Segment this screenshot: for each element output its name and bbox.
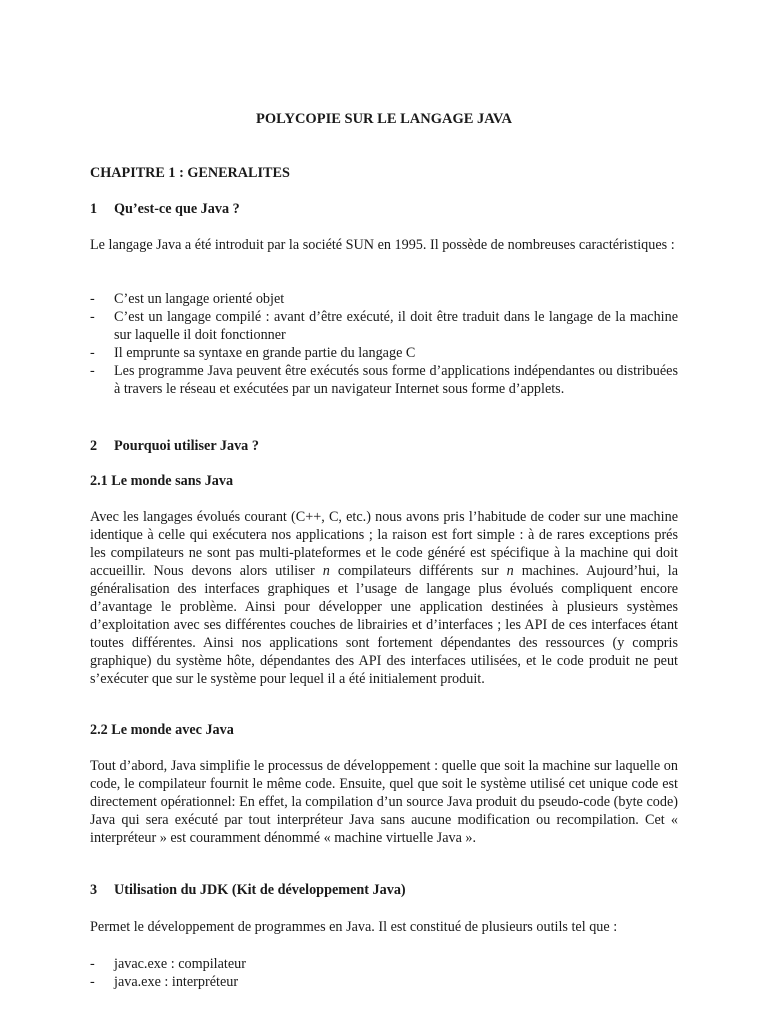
bullet-marker: - xyxy=(90,309,95,325)
section-1-number: 1 xyxy=(90,201,98,217)
section-1-bullet-list xyxy=(90,290,678,398)
list-item: - Les programme Java peuvent être exécutés sous forme d’applications indépendantes ou distribuées à travers le réseau et exécutées par un navigateur Internet sous forme d’applets. xyxy=(90,363,678,397)
document-title: POLYCOPIE SUR LE LANGAGE JAVA xyxy=(256,111,512,127)
section-3-heading xyxy=(90,881,406,899)
section-3-bullet-list xyxy=(90,955,678,991)
list-item: - java.exe : interpréteur xyxy=(90,974,239,990)
bullet-marker: - xyxy=(90,974,95,990)
list-item: - C’est un langage orienté objet xyxy=(90,291,285,307)
list-item: - Il emprunte sa syntaxe en grande partie du langage C xyxy=(90,345,416,361)
subsection-2-2-paragraph: Tout d’abord, Java simplifie le processus de développement : quelle que soit la machine sur laquelle on code, le compilateur fournit le même code. Ensuite, quel que soit le système utilisé cet unique code est directement opérationnel: En effet, la compilation d’un source Java produit du pseudo-code (byte code) Java qui sera exécuté par tout interpréteur Java sans aucune modification ou recompilation. Cet « interpréteur » est couramment dénommé « machine virtuelle Java ». xyxy=(90,758,678,846)
section-1-heading xyxy=(90,200,240,218)
subsection-2-1-heading: 2.1 Le monde sans Java xyxy=(90,473,234,489)
section-3-intro: Permet le développement de programmes en Java. Il est constitué de plusieurs outils tel que : xyxy=(90,919,618,935)
bullet-marker: - xyxy=(90,291,95,307)
section-1-title: Qu’est-ce que Java ? xyxy=(114,201,240,217)
list-item: - javac.exe : compilateur xyxy=(90,956,246,972)
subsection-2-1-paragraph: Avec les langages évolués courant (C++, C, etc.) nous avons pris l’habitude de coder sur une machine identique à celle qui exécutera nos applications ; la raison est fort simple : à de rares exceptions prés les compilateurs ne sont pas multi-plateformes et le code généré est spécifique à la machine qui doit accueillir. Nous devons alors utiliser n compilateurs différents sur n machines. Aujourd’hui, la généralisation des interfaces graphiques et l’usage de langage plus évolués compliquent encore d’avantage le problème. Ainsi pour développer une application destinées à plusieurs systèmes d’exploitation avec ses différentes couches de librairies et d’interfaces ; les API de ces interfaces étant toutes différentes. Ainsi nos applications sont fortement dépendantes des ressources (y compris graphique) du système hôte, dépendantes des API des interfaces utilisées, et le code produit ne peut s’exécuter que sur le système pour lequel il a été initialement produit. xyxy=(90,509,679,687)
section-1-intro: Le langage Java a été introduit par la société SUN en 1995. Il possède de nombreuses caractéristiques : xyxy=(90,237,675,253)
subsection-2-2-heading: 2.2 Le monde avec Java xyxy=(90,722,234,738)
section-2-heading xyxy=(90,437,259,455)
list-item: - C’est un langage compilé : avant d’être exécuté, il doit être traduit dans le langage de la machine sur laquelle il doit fonctionner xyxy=(90,309,678,343)
chapter-heading: CHAPITRE 1 : GENERALITES xyxy=(90,165,290,181)
section-3-title: Utilisation du JDK (Kit de développement Java) xyxy=(114,882,406,898)
bullet-marker: - xyxy=(90,345,95,361)
bullet-marker: - xyxy=(90,363,95,379)
section-2-title: Pourquoi utiliser Java ? xyxy=(114,438,259,454)
bullet-marker: - xyxy=(90,956,95,972)
section-2-number: 2 xyxy=(90,438,98,454)
section-3-number: 3 xyxy=(90,882,98,898)
